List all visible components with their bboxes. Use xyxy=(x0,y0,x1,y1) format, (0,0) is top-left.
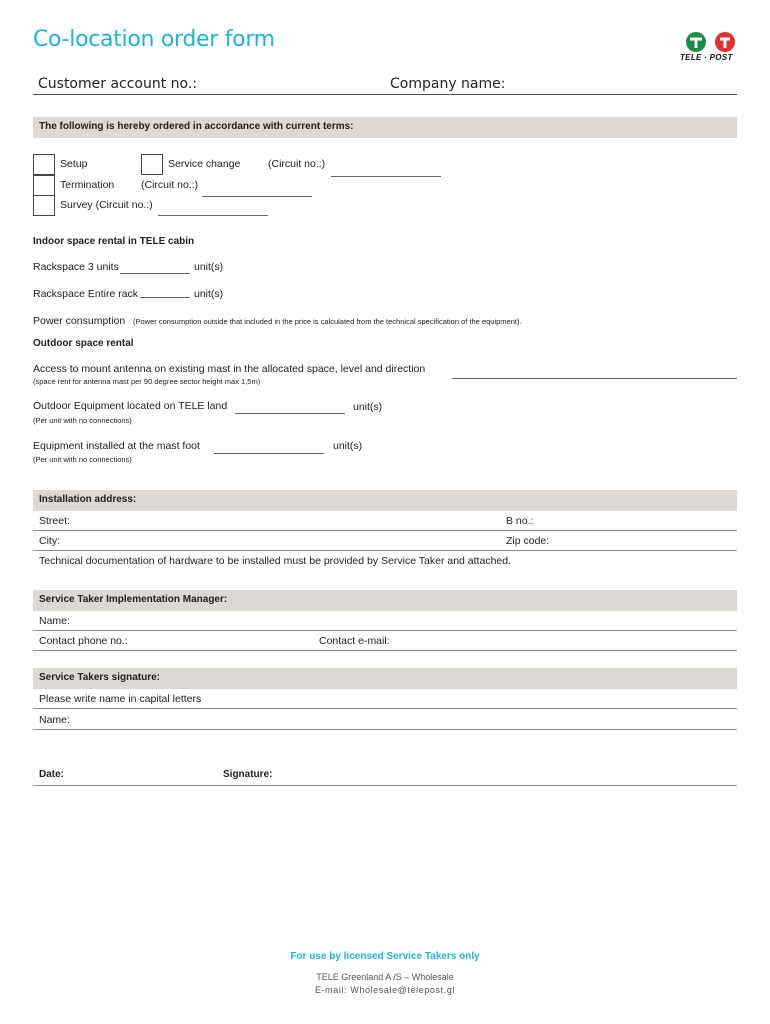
outdoor-heading: Outdoor space rental xyxy=(33,338,134,349)
date-label: Date: xyxy=(39,769,65,780)
circuit-label-1: (Circuit no.:) xyxy=(268,158,326,170)
rackspace-entire-label: Rackspace Entire rack xyxy=(33,288,139,300)
mast-foot-label: Equipment installed at the mast foot xyxy=(33,440,200,452)
manager-name-field[interactable] xyxy=(33,630,737,631)
installation-band xyxy=(33,490,737,511)
city-field[interactable] xyxy=(33,550,737,551)
signature-label: Signature: xyxy=(223,769,273,780)
equipment-land-unit: unit(s) xyxy=(353,401,383,413)
order-band-label: The following is hereby ordered in accordance with current terms: xyxy=(39,121,354,132)
equipment-land-field[interactable] xyxy=(235,413,345,414)
company-footer: TELE Greenland A /S – Wholesale xyxy=(316,972,454,982)
capital-letters-note: Please write name in capital letters xyxy=(39,693,202,705)
signature-name-label: Name: xyxy=(39,714,70,726)
zip-label: Zip code: xyxy=(506,535,550,547)
customer-account-label: Customer account no.: xyxy=(38,76,198,92)
circuit-field-1[interactable] xyxy=(331,176,441,177)
survey-circuit-field[interactable] xyxy=(158,215,268,216)
service-change-label: Service change xyxy=(168,158,241,170)
manager-band-label: Service Taker Implementation Manager: xyxy=(39,594,228,605)
survey-checkbox[interactable] xyxy=(33,195,55,216)
manager-band xyxy=(33,590,737,611)
mast-foot-note: (Per unit with no connections) xyxy=(33,455,132,464)
logo-text: TELE · POST xyxy=(680,53,733,62)
rackspace-entire-field[interactable] xyxy=(140,297,190,298)
rackspace-entire-unit: unit(s) xyxy=(194,288,224,300)
rackspace-3-unit: unit(s) xyxy=(194,261,224,273)
survey-label: Survey (Circuit no.:) xyxy=(60,199,153,211)
rackspace-3-field[interactable] xyxy=(120,273,190,274)
antenna-label: Access to mount antenna on existing mast in the allocated space, level and direction xyxy=(33,363,426,375)
mast-foot-field[interactable] xyxy=(214,453,324,454)
contact-phone-label: Contact phone no.: xyxy=(39,635,128,647)
equipment-land-note: (Per unit with no connections) xyxy=(33,416,132,425)
power-note: (Power consumption outside that included in the price is calculated from the technical specification of the equipment). xyxy=(133,317,522,326)
installation-note: Technical documentation of hardware to be installed must be provided by Service Taker and attached. xyxy=(39,555,512,567)
b-no-label: B no.: xyxy=(506,515,534,527)
setup-label: Setup xyxy=(60,158,88,170)
installation-band-label: Installation address: xyxy=(39,494,137,505)
indoor-heading: Indoor space rental in TELE cabin xyxy=(33,236,195,247)
date-signature-field[interactable] xyxy=(33,785,737,786)
mast-foot-unit: unit(s) xyxy=(333,440,363,452)
email-footer: E-mail: Wholesale@telepost.gl xyxy=(314,985,456,995)
city-label: City: xyxy=(39,535,60,547)
licensed-footer: For use by licensed Service Takers only xyxy=(290,951,480,962)
signature-band-label: Service Takers signature: xyxy=(39,672,160,683)
signature-band xyxy=(33,668,737,689)
service-change-checkbox[interactable] xyxy=(141,154,163,175)
antenna-note: (space rent for antenna mast per 90 degree sector height max 1,5m) xyxy=(33,377,261,386)
contact-email-label: Contact e-mail: xyxy=(319,635,390,647)
page-title: Co-location order form xyxy=(33,27,275,52)
rackspace-3-label: Rackspace 3 units xyxy=(33,261,119,273)
equipment-land-label: Outdoor Equipment located on TELE land xyxy=(33,400,228,412)
circuit-field-2[interactable] xyxy=(202,196,312,197)
contact-field[interactable] xyxy=(33,650,737,651)
street-label: Street: xyxy=(39,515,70,527)
power-label: Power consumption xyxy=(33,315,126,327)
street-field[interactable] xyxy=(33,530,737,531)
signature-name-field[interactable] xyxy=(33,729,737,730)
termination-checkbox[interactable] xyxy=(33,175,55,196)
setup-checkbox[interactable] xyxy=(33,154,55,175)
header-rule xyxy=(33,94,737,95)
termination-label: Termination xyxy=(60,179,115,191)
order-band xyxy=(33,117,737,138)
capital-note-rule xyxy=(33,708,737,709)
manager-name-label: Name: xyxy=(39,615,70,627)
antenna-field[interactable] xyxy=(452,378,737,379)
company-name-label: Company name: xyxy=(390,76,506,92)
circuit-label-2: (Circuit no.:) xyxy=(141,179,199,191)
